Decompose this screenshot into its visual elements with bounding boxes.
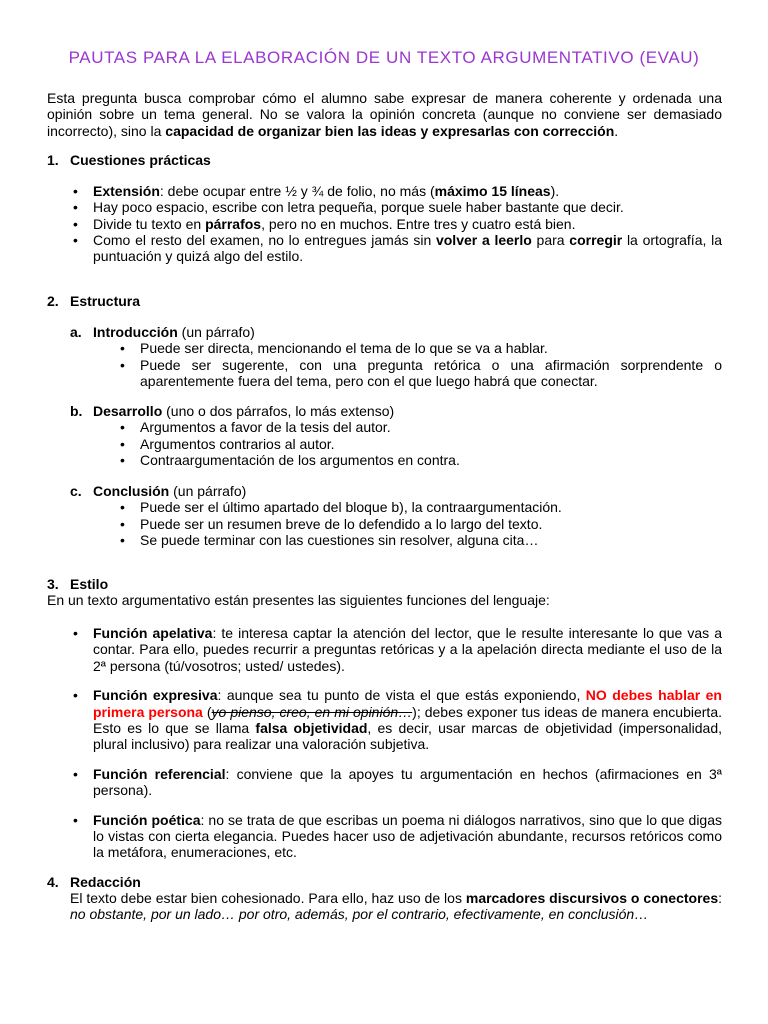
structure-point-item: • Puede ser directa, mencionando el tema de lo que se va a hablar.	[47, 340, 722, 356]
structure-point-item: • Puede ser sugerente, con una pregunta retórica o una afirmación sorprendente o aparentemente fuera del tema, pero con el que luego habrá que conectar.	[47, 357, 722, 390]
text-run: , es decir, usar marcas de objetividad (impersonalidad, plural inclusivo) para realizar una valoración subjetiva.	[93, 719, 722, 753]
part-label: Desarrollo	[93, 403, 163, 419]
text-run: (	[202, 703, 212, 720]
structure-point-item: • Puede ser un resumen breve de lo defendido a lo largo del texto.	[47, 516, 722, 532]
text-run: Esta pregunta busca comprobar cómo el alumno sabe expresar de manera coherente y ordenada una opinión sobre un tema general. No se valora la opinión concreta (aunque no conviene ser demasiado incorrecto), sino la	[47, 90, 722, 139]
structure-point-item: • Se puede terminar con las cuestiones sin resolver, alguna cita…	[47, 532, 722, 548]
text-run: , pero no en muchos. Entre tres y cuatro está bien.	[261, 215, 576, 232]
practical-tip-item	[47, 232, 722, 265]
language-functions-list	[47, 625, 722, 861]
bold-text: Función poética	[93, 811, 201, 828]
struck-text: yo pienso, creo, en mi opinión…	[211, 703, 413, 720]
practical-tip-item	[47, 216, 722, 232]
text-run: ); debes exponer tus ideas de manera encubierta. Esto es lo que se llama	[93, 703, 722, 736]
structure-points-list	[47, 499, 722, 548]
part-letter: b.	[70, 403, 83, 419]
structure-part-introduccion	[47, 324, 722, 389]
section-title: Estilo	[70, 576, 109, 592]
part-label: Introducción	[93, 324, 178, 340]
structure-point-item: • Argumentos contrarios al autor.	[47, 436, 722, 452]
part-letter: a.	[70, 324, 82, 340]
practical-tip-item	[47, 183, 722, 199]
bold-text: volver a leerlo	[435, 231, 532, 248]
bold-text: párrafos	[205, 215, 262, 232]
section-title: Estructura	[70, 293, 141, 309]
language-function-item	[47, 687, 722, 752]
section-heading-redaccion	[47, 874, 722, 890]
structure-point-item: • Argumentos a favor de la tesis del autor.	[47, 419, 722, 435]
language-function-item	[47, 625, 722, 674]
bold-text: marcadores discursivos o conectores	[465, 890, 719, 906]
text-run: .	[614, 122, 619, 139]
section-number: 2.	[47, 293, 59, 309]
warning-text: NO debes hablar en primera persona	[93, 687, 722, 720]
structure-part-desarrollo	[47, 403, 722, 468]
bold-text: falsa objetividad	[255, 719, 368, 736]
practical-tip-item	[47, 199, 722, 215]
text-run: : aunque sea tu punto de vista el que estás exponiendo,	[217, 687, 586, 704]
intro-paragraph	[47, 90, 722, 139]
text-run: Divide tu texto en	[93, 215, 206, 232]
part-letter: c.	[70, 483, 82, 499]
part-label: Conclusión	[93, 483, 170, 499]
text-run: : debe ocupar entre ½ y ¾ de folio, no más (	[159, 183, 435, 199]
structure-part-heading	[47, 324, 722, 340]
structure-point-item: • Contraargumentación de los argumentos en contra.	[47, 452, 722, 468]
text-run: Hay poco espacio, escribe con letra pequeña, porque suele haber bastante que decir.	[93, 199, 624, 216]
structure-part-heading	[47, 483, 722, 499]
bold-text: máximo 15 líneas	[434, 183, 551, 199]
text-run: ).	[550, 183, 560, 199]
text-run: : conviene que la apoyes tu argumentación en hechos (afirmaciones en 3ª persona).	[93, 765, 722, 799]
part-note: (un párrafo)	[181, 324, 255, 340]
part-note: (uno o dos párrafos, lo más extenso)	[166, 403, 395, 419]
language-function-item	[47, 812, 722, 861]
language-function-item	[47, 766, 722, 799]
structure-point-item: • Puede ser el último apartado del bloque b), la contraargumentación.	[47, 499, 722, 515]
section-title: Cuestiones prácticas	[70, 152, 211, 168]
text-run: : te interesa captar la atención del lector, que le resulte interesante lo que vas a contar. Para ello, puedes recurrir a preguntas retóricas y a la apelación directa mediante el uso de la 2ª persona (tú/vosotros; usted/ ustedes).	[93, 625, 723, 674]
part-note: (un párrafo)	[173, 483, 247, 499]
text-run: para	[531, 231, 570, 248]
bold-text: corregir	[569, 231, 623, 248]
bold-text: Función expresiva	[93, 687, 218, 704]
redaccion-paragraph	[70, 890, 722, 923]
section-heading-estilo	[47, 576, 722, 592]
section-number: 1.	[47, 152, 59, 168]
section-title: Redacción	[70, 874, 141, 890]
bold-text: Extensión	[93, 183, 160, 199]
bold-text: Función referencial	[93, 765, 226, 782]
bold-text: Función apelativa	[93, 625, 213, 641]
structure-part-conclusion	[47, 483, 722, 548]
section-heading-estructura	[47, 293, 722, 309]
section-number: 3.	[47, 576, 59, 592]
text-run: El texto debe estar bien cohesionado. Para ello, haz uso de los	[70, 890, 466, 906]
document-title: PAUTAS PARA LA ELABORACIÓN DE UN TEXTO ARGUMENTATIVO (EVAU)	[68, 48, 700, 67]
text-run: : no se trata de que escribas un poema ni diálogos narrativos, sino que lo que digas lo vistas con cierta elegancia. Puedes hacer uso de adjetivación abundante, recursos retóricos como la metáfora, enumeraciones, etc.	[93, 811, 723, 861]
style-lead-text: En un texto argumentativo están presentes las siguientes funciones del lenguaje:	[47, 592, 550, 608]
practical-tips-list	[47, 183, 722, 264]
italic-text: no obstante, por un lado… por otro, además, por el contrario, efectivamente, en conclusión…	[70, 906, 649, 923]
section-number: 4.	[47, 874, 59, 890]
text-run: Como el resto del examen, no lo entregues jamás sin	[93, 231, 436, 248]
structure-part-heading	[47, 403, 722, 419]
section-heading-cuestiones-practicas	[47, 152, 722, 168]
text-run: la ortografía, la puntuación y quizá algo del estilo.	[93, 231, 722, 265]
bold-text: capacidad de organizar bien las ideas y expresarlas con corrección	[165, 122, 615, 139]
text-run: :	[718, 890, 723, 906]
structure-points-list	[47, 419, 722, 468]
structure-points-list	[47, 340, 722, 389]
